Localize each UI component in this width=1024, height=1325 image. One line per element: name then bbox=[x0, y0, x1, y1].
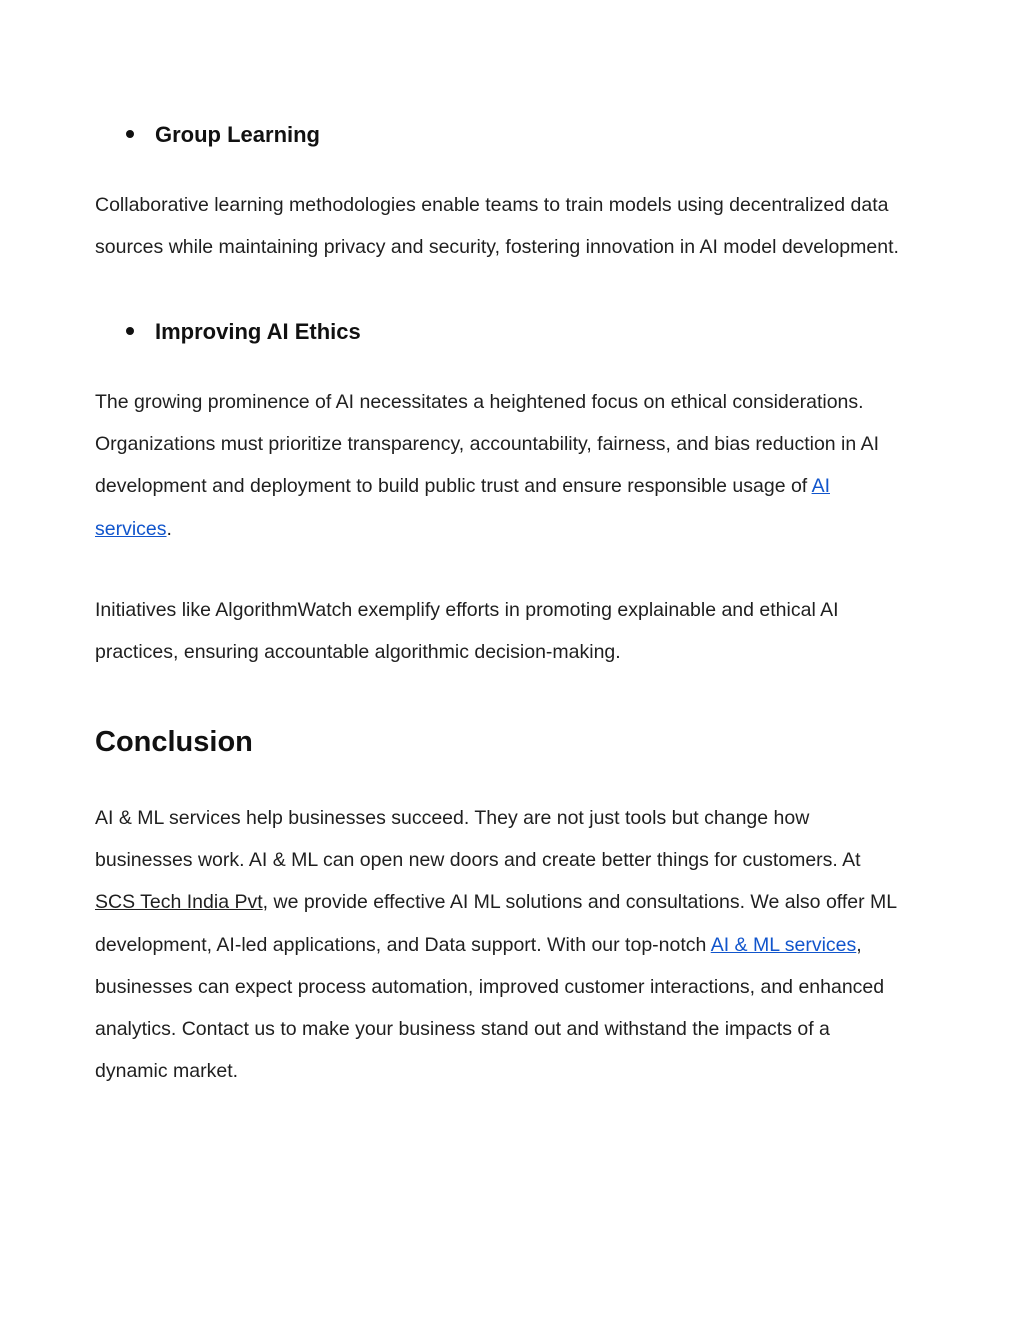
ai-ethics-paragraph-1 bbox=[95, 381, 935, 550]
paragraph-line: practices, ensuring accountable algorithmic decision-making. bbox=[95, 641, 621, 664]
paragraph-text: . bbox=[166, 517, 172, 540]
paragraph-line: Initiatives like AlgorithmWatch exemplify efforts in promoting explainable and ethical AI bbox=[95, 599, 839, 621]
paragraph-line bbox=[95, 508, 935, 550]
bullet-icon bbox=[126, 327, 134, 335]
paragraph-text: , bbox=[856, 933, 862, 956]
scs-tech-link[interactable]: SCS Tech India Pvt bbox=[95, 891, 263, 914]
paragraph-line: AI & ML services help businesses succeed. They are not just tools but change how bbox=[95, 807, 810, 829]
paragraph-line: dynamic market. bbox=[95, 1060, 239, 1083]
ai-services-link-continued[interactable]: services bbox=[95, 517, 167, 540]
paragraph-line bbox=[95, 924, 935, 966]
conclusion-heading: Conclusion bbox=[95, 726, 253, 758]
paragraph-line: Organizations must prioritize transparency, accountability, fairness, and bias reduction in AI bbox=[95, 433, 879, 456]
paragraph-line: The growing prominence of AI necessitates a heightened focus on ethical considerations. bbox=[95, 391, 864, 413]
ai-ml-services-link[interactable]: AI & ML services bbox=[710, 933, 857, 956]
paragraph-line bbox=[95, 465, 935, 507]
paragraph-line: sources while maintaining privacy and security, fostering innovation in AI model development. bbox=[95, 236, 899, 259]
ai-ethics-paragraph-2 bbox=[95, 589, 935, 673]
bullet-icon bbox=[126, 130, 134, 138]
group-learning-heading bbox=[126, 120, 320, 150]
paragraph-line bbox=[95, 881, 935, 923]
ai-ethics-heading bbox=[126, 317, 361, 347]
paragraph-text: development and deployment to build public trust and ensure responsible usage of bbox=[95, 475, 812, 498]
group-learning-heading-text: Group Learning bbox=[155, 122, 320, 147]
ai-services-link[interactable]: AI bbox=[811, 475, 830, 498]
paragraph-text: development, AI-led applications, and Data support. With our top-notch bbox=[95, 933, 711, 956]
group-learning-paragraph bbox=[95, 184, 935, 268]
paragraph-line: Collaborative learning methodologies enable teams to train models using decentralized data bbox=[95, 194, 889, 216]
paragraph-text: , we provide effective AI ML solutions and consultations. We also offer ML bbox=[262, 891, 898, 914]
ai-ethics-heading-text: Improving AI Ethics bbox=[155, 319, 361, 344]
paragraph-line: businesses can expect process automation, improved customer interactions, and enhanced bbox=[95, 975, 885, 998]
conclusion-paragraph bbox=[95, 797, 935, 1092]
paragraph-line: businesses work. AI & ML can open new doors and create better things for customers. At bbox=[95, 849, 861, 872]
paragraph-line: analytics. Contact us to make your business stand out and withstand the impacts of a bbox=[95, 1018, 830, 1041]
